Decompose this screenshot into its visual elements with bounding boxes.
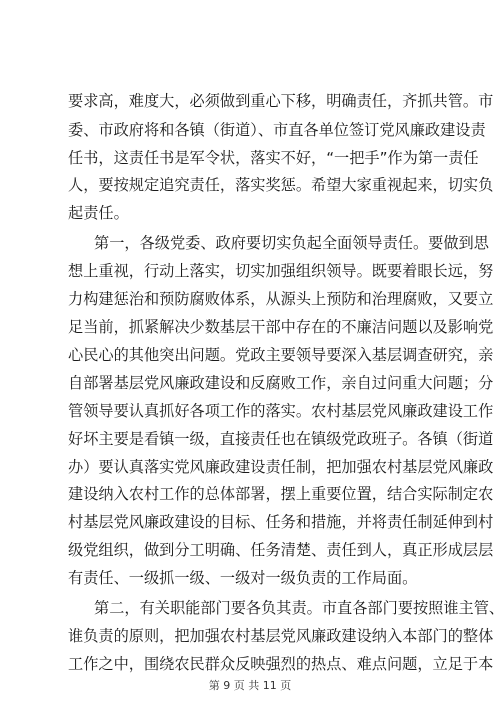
paragraph-line: 自部署基层党风廉政建设和反腐败工作，亲自过问重大问题；分 [68, 374, 494, 392]
paragraph-line: 建设纳入农村工作的总体部署，摆上重要位置，结合实际制定农 [68, 485, 494, 503]
paragraph-line: 心民心的其他突出问题。党政主要领导要深入基层调查研究，亲 [68, 346, 494, 364]
paragraph-line: 力构建惩治和预防腐败体系，从源头上预防和治理腐败，又要立 [68, 290, 494, 308]
paragraph-line: 管领导要认真抓好各项工作的落实。农村基层党风廉政建设工作 [68, 402, 494, 420]
paragraph-line: 第一，各级党委、政府要切实负起全面领导责任。要做到思 [94, 234, 489, 252]
paragraph-line: 委、市政府将和各镇（街道）、市直各单位签订党风廉政建设责 [68, 121, 486, 139]
paragraph-line: 村基层党风廉政建设的目标、任务和措施，并将责任制延伸到村 [68, 513, 494, 531]
paragraph-line: 足当前，抓紧解决少数基层干部中存在的不廉洁问题以及影响党 [68, 318, 494, 336]
paragraph-line: 工作之中，围绕农民群众反映强烈的热点、难点问题，立足于本 [68, 655, 494, 673]
paragraph-line: 人，要按规定追究责任，落实奖惩。希望大家重视起来，切实负 [68, 176, 494, 194]
paragraph-line: 想上重视，行动上落实，切实加强组织领导。既要着眼长远，努 [68, 262, 494, 280]
paragraph-line: 第二，有关职能部门要各负其责。市直各部门要按照谁主管、 [94, 599, 504, 617]
paragraph-line: 好坏主要是看镇一级，直接责任也在镇级党政班子。各镇（街道 [68, 430, 494, 448]
paragraph-line: 级党组织，做到分工明确、任务清楚、责任到人，真正形成层层 [68, 541, 494, 559]
paragraph-line: 起责任。 [68, 204, 129, 222]
paragraph-line: 谁负责的原则，把加强农村基层党风廉政建设纳入本部门的整体 [68, 627, 494, 645]
page-footer: 第 9 页 共 11 页 [208, 679, 292, 692]
paragraph-line: 办）要认真落实党风廉政建设责任制，把加强农村基层党风廉政 [68, 458, 494, 476]
paragraph-line: 要求高，难度大，必须做到重心下移，明确责任，齐抓共管。市 [68, 92, 494, 110]
paragraph-line: 有责任、一级抓一级、一级对一级负责的工作局面。 [68, 569, 418, 587]
paragraph-line: 任书，这责任书是军令状，落实不好，“一把手”作为第一责任 [68, 149, 479, 167]
